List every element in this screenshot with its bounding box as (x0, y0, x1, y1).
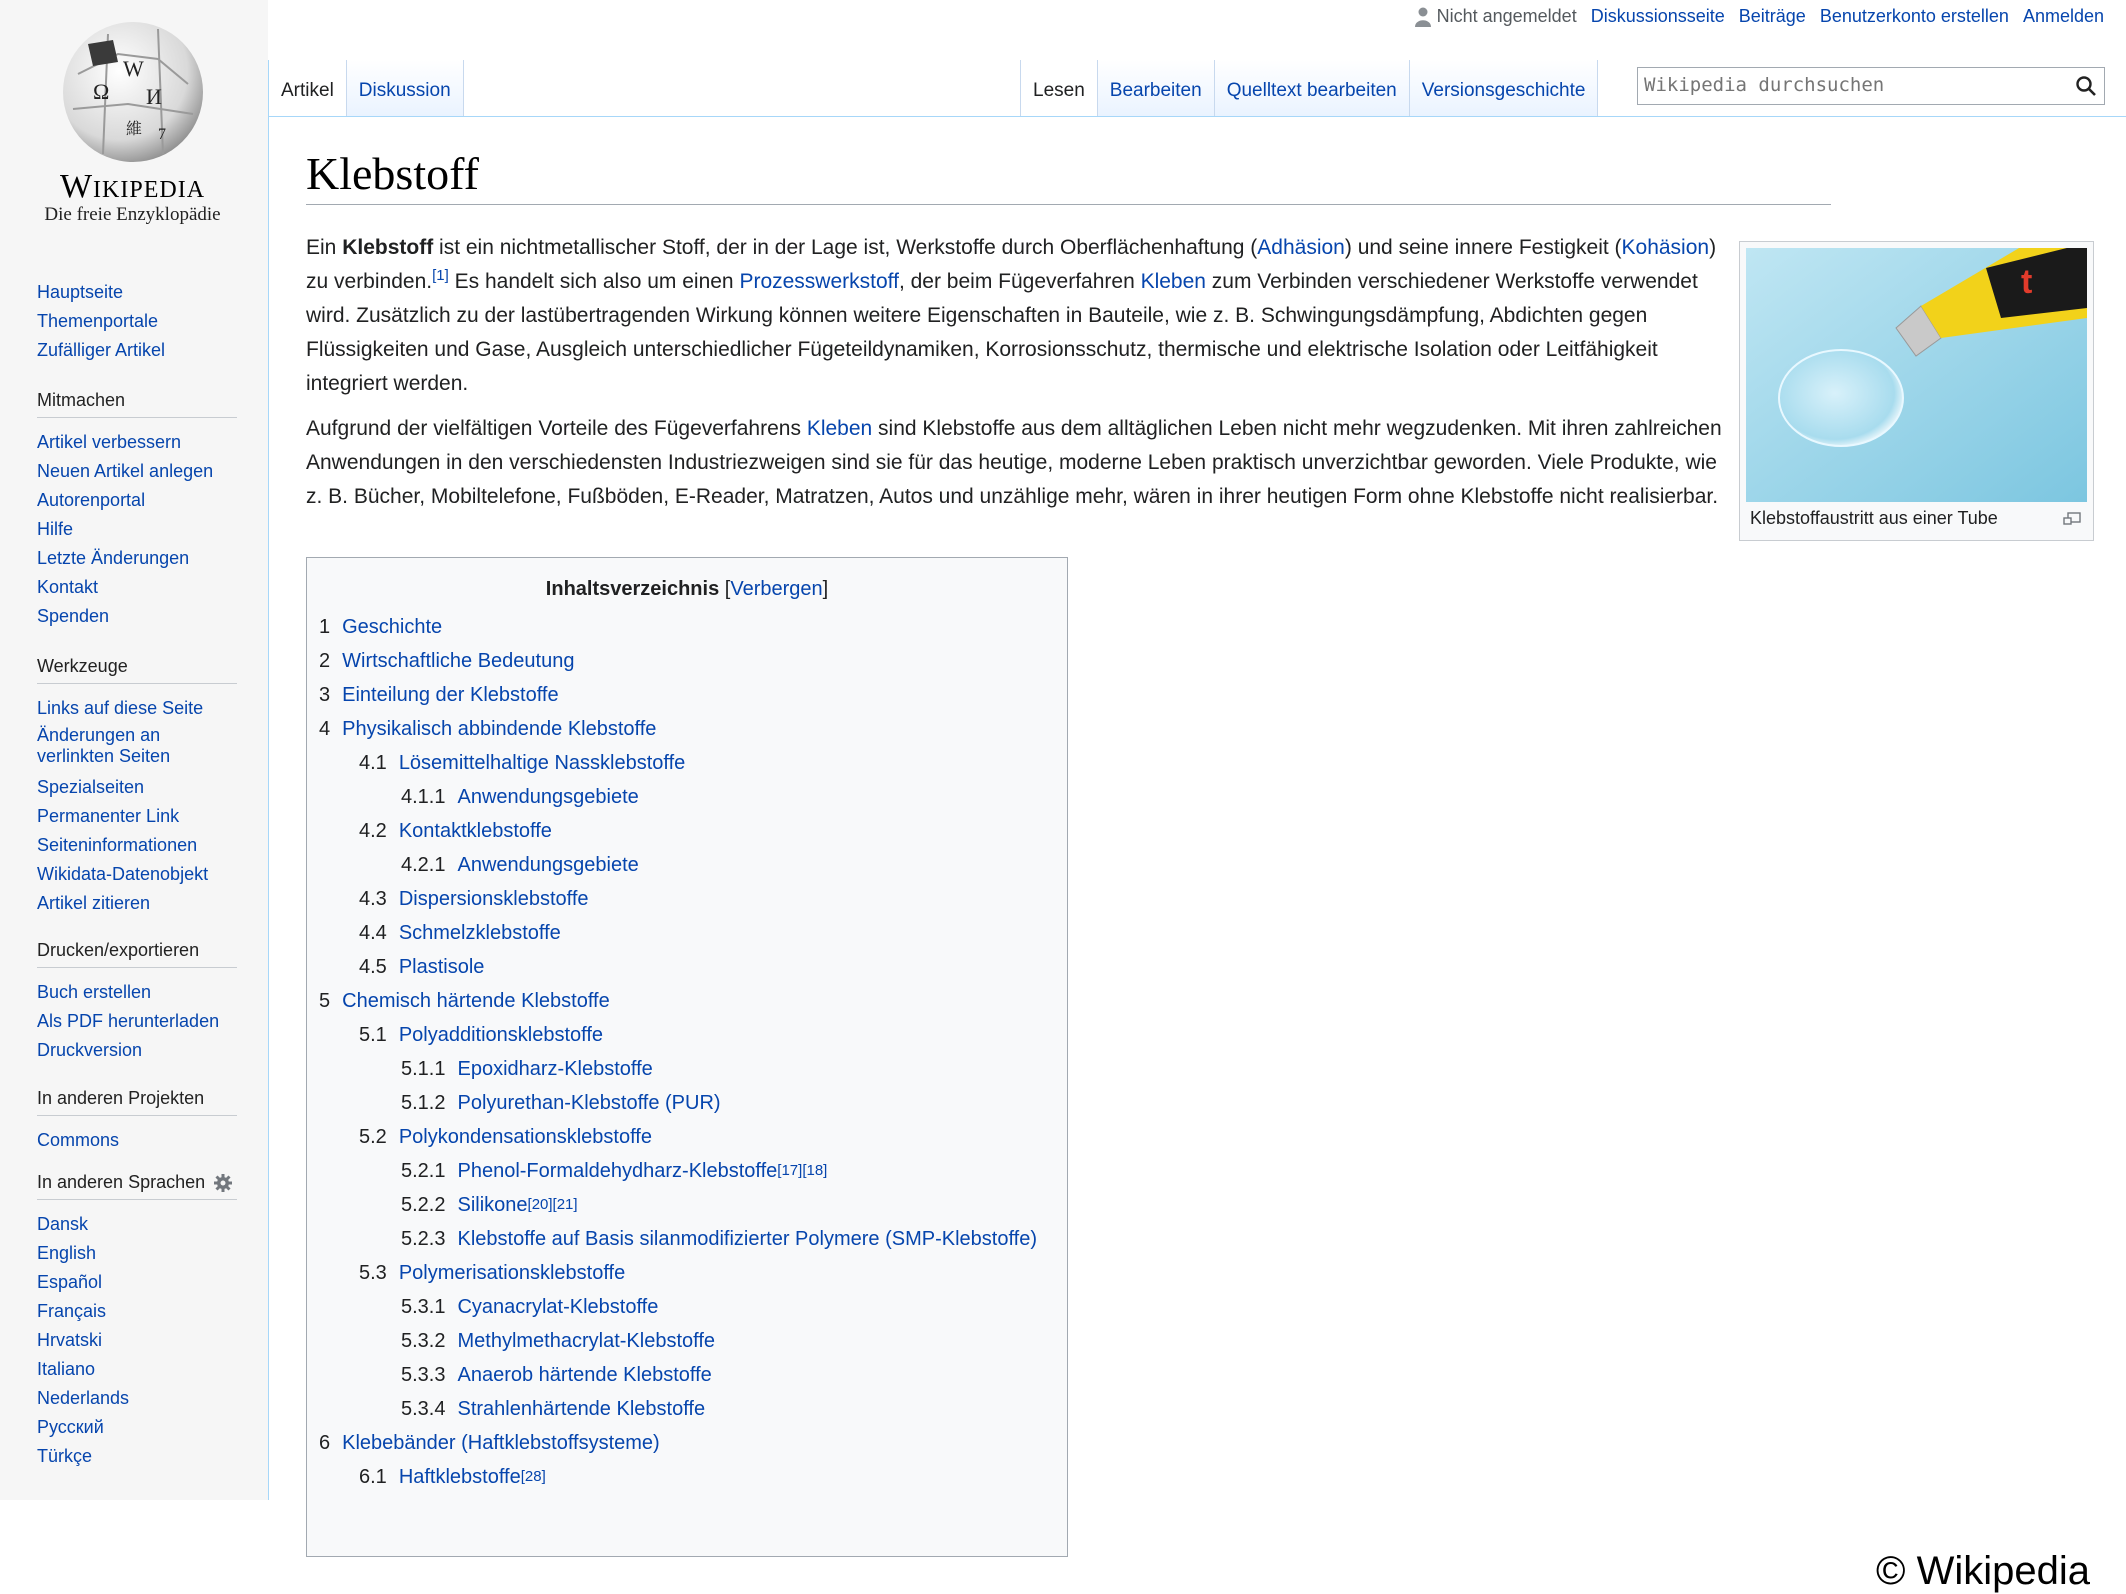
content-area (268, 116, 2126, 1593)
search-input[interactable] (1638, 68, 2070, 102)
sidebar-item-permanenter-link[interactable]: Permanenter Link (37, 806, 180, 826)
intro-paragraph-2 (306, 412, 1726, 514)
toc-entry[interactable]: 6.1 Haftklebstoffe [28] (359, 1465, 546, 1488)
thumbnail-caption: Klebstoffaustritt aus einer Tube (1750, 508, 1998, 528)
toc-entry[interactable] (319, 984, 1037, 1018)
toc-entry[interactable] (319, 1256, 1037, 1290)
sidebar-item-label: Änderungen an (37, 725, 161, 745)
toc-list (319, 610, 1037, 1494)
puzzle-globe-icon (48, 14, 218, 164)
text: zum Verbinden verschiedener Werkstoffe verwendet wird. Zusätzlich zu der lastübertragenden Wirkung können weitere Eigenschaften in Bauteile, wie z. B. Schwingungsdämpfung, Abdichten gegen Flüssigkeiten und Gase, Ausgleich unterschiedlicher Fügeteildynamiken, Korrosionsschutz, thermische und elektrische Isolation oder Leitfähigkeit integriert werden. (306, 270, 1698, 395)
toc-number: 5.3.3 (401, 1363, 446, 1386)
toc-link[interactable]: Cyanacrylat-Klebstoffe (457, 1295, 659, 1318)
tab-quelltext-bearbeiten[interactable]: Quelltext bearbeiten (1215, 60, 1410, 116)
toc-number: 5.1 (359, 1023, 387, 1046)
anon-status (1415, 6, 1577, 27)
toc-entry[interactable] (319, 712, 1037, 746)
sidebar-item-wikidata[interactable]: Wikidata-Datenobjekt (37, 864, 209, 884)
link-kleben[interactable]: Kleben (1140, 270, 1206, 293)
toc-link[interactable]: Anwendungsgebiete (457, 785, 639, 808)
toc-entry[interactable] (319, 678, 1037, 712)
toc-title: Inhaltsverzeichnis (545, 578, 720, 600)
table-of-contents (306, 557, 1068, 1557)
svg-text:W: W (122, 56, 144, 81)
text: Ein (306, 236, 343, 259)
logo-tagline: Die freie Enzyklopädie (44, 204, 221, 225)
toc-link[interactable]: Strahlenhärtende Klebstoffe (457, 1397, 706, 1420)
toc-entry[interactable] (319, 644, 1037, 678)
svg-text:Ω: Ω (92, 79, 109, 104)
toc-link[interactable]: Dispersionsklebstoffe (398, 887, 589, 910)
link-anmelden[interactable]: Anmelden (2022, 6, 2104, 26)
toc-entry[interactable] (319, 1120, 1037, 1154)
toc-number: 1 (319, 615, 331, 638)
namespace-tabs (268, 60, 464, 116)
toc-entry[interactable] (319, 814, 1037, 848)
sidebar-item-buch-erstellen[interactable]: Buch erstellen (37, 982, 152, 1002)
toc-entry[interactable] (319, 780, 1037, 814)
toc-link[interactable]: Lösemittelhaltige Nassklebstoffe (398, 751, 686, 774)
toc-number: 2 (319, 649, 331, 672)
copyright-watermark: © Wikipedia (1876, 1549, 2090, 1593)
sidebar-item-hauptseite[interactable]: Hauptseite (37, 282, 124, 302)
thumbnail-figure (1739, 241, 2094, 541)
toc-entry[interactable] (319, 1052, 1037, 1086)
toc-number: 5.2.2 (401, 1193, 446, 1216)
text: Aufgrund der vielfältigen Vorteile des Fügeverfahrens (306, 417, 807, 440)
toc-number: 4.2 (359, 819, 387, 842)
text: , der beim Fügeverfahren (898, 270, 1141, 293)
language-link-italiano[interactable]: Italiano (37, 1359, 96, 1379)
language-link-nederlands[interactable]: Nederlands (37, 1388, 130, 1408)
portal-heading-label: In anderen Sprachen (37, 1172, 206, 1192)
toc-link[interactable]: Polymerisationsklebstoffe (398, 1261, 626, 1284)
toc-link[interactable]: Polyurethan-Klebstoffe (PUR) (457, 1091, 721, 1114)
toc-number: 6 (319, 1431, 331, 1454)
link-kohaesion[interactable]: Kohäsion (1621, 236, 1710, 259)
language-link-espanol[interactable]: Español (37, 1272, 103, 1292)
toc-link[interactable]: Silikone (457, 1193, 528, 1216)
toc-number: 5.1.2 (401, 1091, 446, 1114)
toc-entry[interactable] (319, 916, 1037, 950)
toc-number: 4.5 (359, 955, 387, 978)
portal-heading: Mitmachen (37, 390, 237, 418)
user-icon (1415, 7, 1431, 27)
toc-link[interactable]: Geschichte (342, 615, 443, 638)
text: Es handelt sich also um einen (448, 270, 740, 293)
tab-lesen[interactable]: Lesen (1020, 60, 1098, 116)
svg-text:維: 維 (125, 121, 142, 138)
svg-text:И: И (145, 84, 162, 109)
toc-entry[interactable] (319, 1426, 1037, 1460)
toc-entry[interactable] (319, 746, 1037, 780)
drucken-portal (37, 940, 237, 1065)
toc-number: 5.3 (359, 1261, 387, 1284)
svg-text:t: t (2021, 263, 2033, 301)
tab-versionsgeschichte[interactable]: Versionsgeschichte (1410, 60, 1599, 116)
toc-link[interactable]: Haftklebstoffe (398, 1465, 521, 1488)
portal-heading: Drucken/exportieren (37, 940, 237, 968)
link-create-account[interactable]: Benutzerkonto erstellen (1819, 6, 2009, 26)
sidebar-item-artikel-zitieren[interactable]: Artikel zitieren (37, 893, 151, 913)
projekte-portal (37, 1088, 237, 1155)
language-link-dansk[interactable]: Dansk (37, 1214, 89, 1234)
sidebar-item-neuen-artikel[interactable]: Neuen Artikel anlegen (37, 461, 214, 481)
reference-link[interactable]: [1] (432, 267, 449, 284)
wikipedia-logo[interactable] (30, 14, 235, 226)
toc-number: 4.4 (359, 921, 387, 944)
toc-number: 3 (319, 683, 331, 706)
toc-entry[interactable] (319, 1086, 1037, 1120)
toc-bracket: [ (724, 578, 731, 600)
link-beitraege[interactable]: Beiträge (1738, 6, 1806, 26)
toc-entry[interactable] (319, 1392, 1037, 1426)
sprachen-portal (37, 1172, 237, 1471)
toc-number: 6.1 (359, 1465, 387, 1488)
toc-number: 5.3.4 (401, 1397, 446, 1420)
sidebar-item-themenportale[interactable]: Themenportale (37, 311, 159, 331)
toc-entry[interactable] (319, 1358, 1037, 1392)
toc-number: 5.1.1 (401, 1057, 446, 1080)
toc-number: 5.3.2 (401, 1329, 446, 1352)
toc-entry[interactable]: 5.2.1 Phenol-Formaldehydharz-Klebstoffe [17][18] (401, 1159, 828, 1182)
language-link-francais[interactable]: Français (37, 1301, 107, 1321)
toc-link[interactable]: Anwendungsgebiete (457, 853, 639, 876)
sidebar-item-seiteninformationen[interactable]: Seiteninformationen (37, 835, 198, 855)
search-icon[interactable] (2074, 74, 2098, 98)
language-link-russkij[interactable]: Русский (37, 1417, 104, 1437)
toc-link[interactable]: Einteilung der Klebstoffe (342, 683, 559, 706)
toc-link[interactable]: Polykondensationsklebstoffe (398, 1125, 652, 1148)
toc-link[interactable]: Chemisch härtende Klebstoffe (342, 989, 610, 1012)
toc-number: 5 (319, 989, 331, 1012)
toc-toggle-button[interactable]: Verbergen (730, 578, 823, 600)
toc-link[interactable]: Plastisole (398, 955, 485, 978)
toc-number: 4.3 (359, 887, 387, 910)
sidebar-item-links-auf-diese-seite[interactable]: Links auf diese Seite (37, 698, 204, 718)
toc-link[interactable]: Anaerob härtende Klebstoffe (457, 1363, 712, 1386)
text: ) und seine innere Festigkeit ( (1344, 236, 1622, 259)
toc-bracket: ] (822, 578, 829, 600)
sidebar-item-druckversion[interactable]: Druckversion (37, 1040, 143, 1060)
bold-term: Klebstoff (342, 236, 434, 259)
sidebar (0, 0, 268, 1500)
toc-number: 5.2.3 (401, 1227, 446, 1250)
sidebar-item-autorenportal[interactable]: Autorenportal (37, 490, 146, 510)
toc-link[interactable]: Wirtschaftliche Bedeutung (342, 649, 575, 672)
toc-number: 5.2 (359, 1125, 387, 1148)
toc-entry[interactable] (319, 1018, 1037, 1052)
sidebar-item-hilfe[interactable]: Hilfe (37, 519, 74, 539)
view-tabs (1020, 60, 1598, 116)
anon-label: Nicht angemeldet (1436, 6, 1577, 26)
personal-tools (1415, 6, 2104, 27)
toc-entry[interactable]: 5.2.2 Silikone [20][21] (401, 1193, 578, 1216)
portal-heading: In anderen Projekten (37, 1088, 237, 1116)
link-adhaesion[interactable]: Adhäsion (1257, 236, 1345, 259)
sidebar-item-pdf[interactable]: Als PDF herunterladen (37, 1011, 220, 1031)
werkzeuge-portal (37, 656, 237, 918)
search-box (1637, 67, 2105, 105)
toc-entry[interactable] (319, 848, 1037, 882)
toc-entry[interactable] (319, 610, 1037, 644)
portal-heading: Werkzeuge (37, 656, 237, 684)
sidebar-item-artikel-verbessern[interactable]: Artikel verbessern (37, 432, 182, 452)
logo-wordmark: Wikipedia (59, 168, 206, 205)
toc-number: 4.2.1 (401, 853, 446, 876)
sidebar-item-letzte-aenderungen[interactable]: Letzte Änderungen (37, 548, 190, 568)
link-prozesswerkstoff[interactable]: Prozesswerkstoff (739, 270, 899, 293)
toc-entry[interactable] (319, 1290, 1037, 1324)
language-link-hrvatski[interactable]: Hrvatski (37, 1330, 103, 1350)
link-diskussionsseite[interactable]: Diskussionsseite (1590, 6, 1725, 26)
sidebar-item-spezialseiten[interactable]: Spezialseiten (37, 777, 145, 797)
toc-link[interactable]: Klebebänder (Haftklebstoffsysteme) (342, 1431, 660, 1454)
language-link-english[interactable]: English (37, 1243, 97, 1263)
toc-link[interactable]: Kontaktklebstoffe (398, 819, 552, 842)
toc-number: 4.1 (359, 751, 387, 774)
link-kleben[interactable]: Kleben (806, 417, 873, 440)
sidebar-item-label: verlinkten Seiten (37, 746, 171, 766)
toc-link[interactable]: Methylmethacrylat-Klebstoffe (457, 1329, 716, 1352)
toc-link[interactable]: Polyadditionsklebstoffe (398, 1023, 604, 1046)
toc-number: 5.2.1 (401, 1159, 446, 1182)
svg-text:7: 7 (157, 126, 166, 143)
toc-entry[interactable] (319, 1222, 1037, 1256)
sidebar-item-aenderungen-verlinkte-seiten[interactable] (37, 723, 237, 773)
toc-entry[interactable] (319, 1324, 1037, 1358)
language-link-tuerkce[interactable]: Türkçe (37, 1446, 93, 1466)
toc-number: 4.1.1 (401, 785, 446, 808)
glue-tube-image[interactable] (1746, 248, 2087, 502)
title-divider (306, 204, 1831, 205)
toc-link[interactable]: Physikalisch abbindende Klebstoffe (342, 717, 657, 740)
mitmachen-portal (37, 390, 237, 631)
enlarge-icon[interactable] (2063, 512, 2081, 526)
toc-link[interactable]: Klebstoffe auf Basis silanmodifizierter Polymere (SMP-Klebstoffe) (457, 1227, 1037, 1250)
text: sind Klebstoffe aus dem alltäglichen Leben nicht mehr wegzudenken. Mit ihren zahlreichen Anwendungen in den verschiedensten Industriezweigen sind sie für das heutige, moderne Leben praktisch unverzichtbar geworden. Viele Produkte, wie z. B. Bücher, Mobiltelefone, Fußböden, E-Reader, Matratzen, Autos und unzählige mehr, wären in ihrer heutigen Form ohne Klebstoffe nicht realisierbar. (306, 417, 1722, 508)
text: ) zu verbinden. (306, 236, 1717, 293)
gear-icon[interactable] (213, 1173, 233, 1193)
text: ist ein nichtmetallischer Stoff, der in der Lage ist, Werkstoffe durch Oberflächenhaftung ( (433, 236, 1258, 259)
page-title: Klebstoff (306, 148, 479, 199)
intro-paragraph-1 (306, 231, 1726, 401)
toc-link[interactable]: Epoxidharz-Klebstoffe (457, 1057, 653, 1080)
toc-number: 4 (319, 717, 331, 740)
tab-diskussion[interactable]: Diskussion (347, 60, 464, 116)
toc-number: 5.3.1 (401, 1295, 446, 1318)
toc-link[interactable]: Phenol-Formaldehydharz-Klebstoffe (457, 1159, 778, 1182)
toc-entry[interactable] (319, 882, 1037, 916)
sidebar-item-spenden[interactable]: Spenden (37, 606, 110, 626)
toc-entry[interactable] (319, 950, 1037, 984)
nav-portal (37, 278, 237, 365)
sidebar-item-commons[interactable]: Commons (37, 1130, 120, 1150)
sidebar-item-kontakt[interactable]: Kontakt (37, 577, 99, 597)
toc-link[interactable]: Schmelzklebstoffe (398, 921, 561, 944)
tab-artikel[interactable]: Artikel (268, 60, 347, 116)
toc-header (307, 578, 1067, 601)
sidebar-item-zufaelliger-artikel[interactable]: Zufälliger Artikel (37, 340, 166, 360)
tab-bearbeiten[interactable]: Bearbeiten (1098, 60, 1215, 116)
portal-heading (37, 1172, 237, 1200)
